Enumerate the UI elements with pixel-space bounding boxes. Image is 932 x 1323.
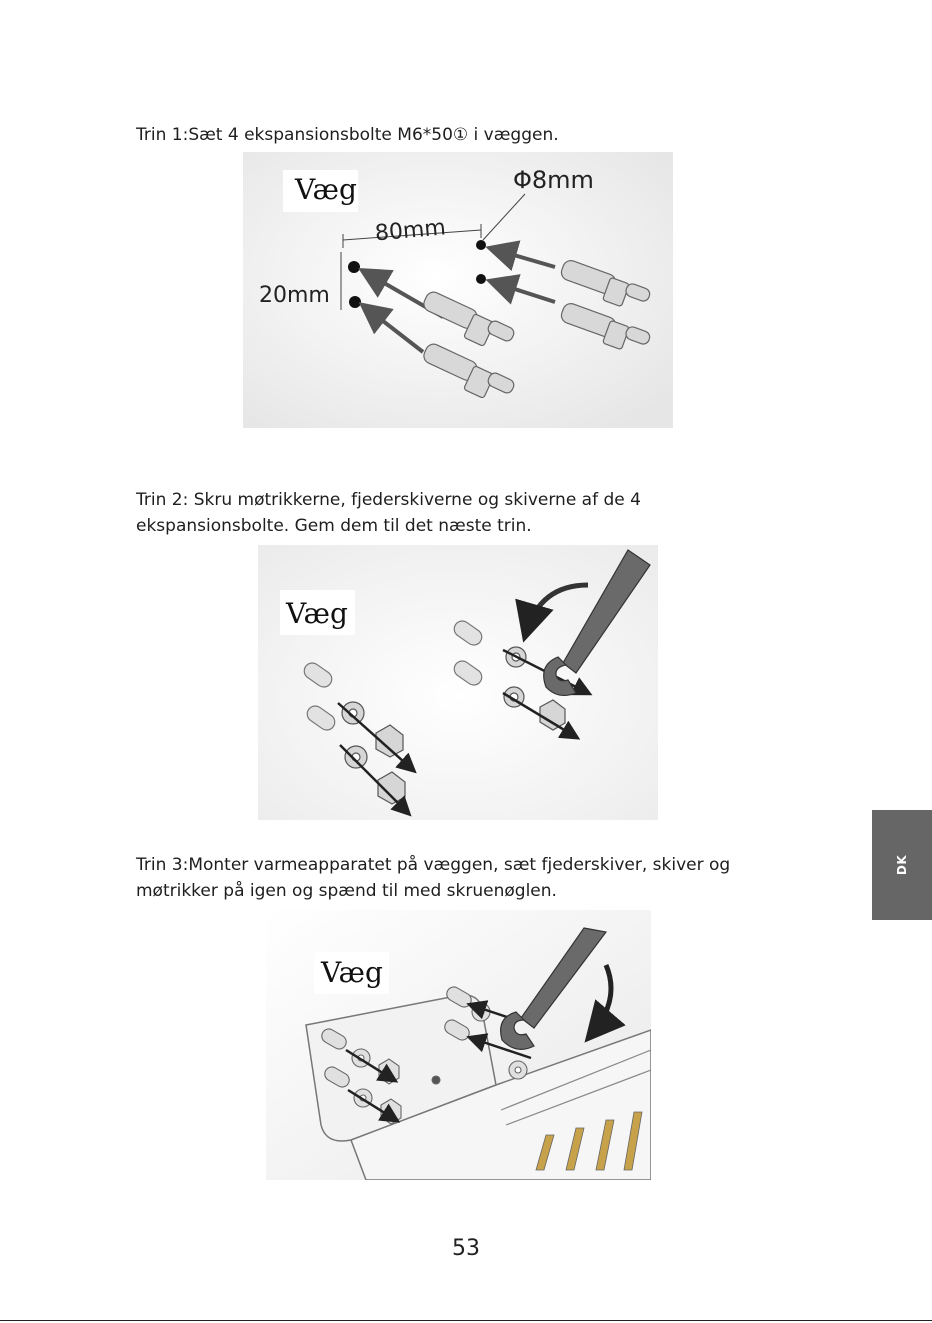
step-3-text: Trin 3:Monter varmeapparatet på væggen, sæt fjederskiver, skiver og møtrikker på igen og spænd til med skruenøglen.	[136, 855, 731, 901]
dimension-80mm: 80mm	[373, 215, 447, 247]
bottom-rule	[0, 1320, 932, 1321]
dimension-20mm: 20mm	[259, 283, 330, 308]
wall-label: Væg	[295, 173, 357, 206]
wall-hole	[349, 296, 361, 308]
figure-step-1	[243, 152, 673, 428]
wall-label: Væg	[321, 956, 383, 989]
figure-step-3	[266, 910, 651, 1180]
wall-hole	[476, 274, 486, 284]
figure-step-2	[258, 545, 658, 820]
step-1-text: Trin 1:Sæt 4 ekspansionsbolte M6*50① i væggen.	[136, 125, 559, 145]
language-tab	[872, 810, 932, 920]
wall-hole	[348, 261, 360, 273]
language-tab-label: DK	[894, 854, 909, 876]
wall-hole	[476, 240, 486, 250]
page-number: 53	[452, 1236, 480, 1261]
hole-diameter-label: Φ8mm	[513, 166, 594, 194]
step-2-text: Trin 2: Skru møtrikkerne, fjederskiverne og skiverne af de 4 ekspansionsbolte. Gem dem til det næste trin.	[136, 490, 641, 536]
wall-label: Væg	[286, 597, 348, 630]
